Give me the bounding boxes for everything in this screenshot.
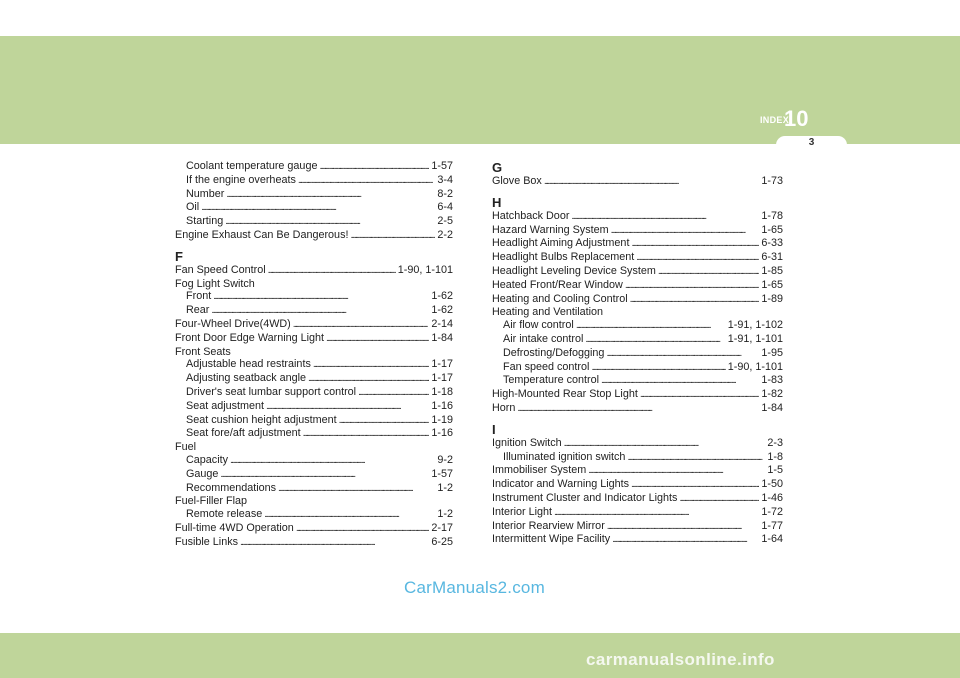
entry-label: Engine Exhaust Can Be Dangerous! — [175, 228, 349, 241]
index-entry — [492, 437, 783, 451]
leader-dots — [640, 388, 760, 402]
entry-page-reference: 1-72 — [761, 505, 783, 518]
leader-dots — [611, 224, 760, 238]
entry-page-reference: 2-17 — [431, 521, 453, 534]
entry-label: Intermittent Wipe Facility — [492, 533, 611, 546]
index-heading: Fog Light Switch — [175, 277, 255, 290]
leader-dots — [326, 332, 429, 346]
entry-label: Hatchback Door — [492, 209, 570, 222]
entry-page-reference: 1-62 — [431, 290, 453, 303]
leader-dots — [230, 454, 435, 468]
entry-page-reference: 1-62 — [431, 304, 453, 317]
index-subentry — [492, 333, 783, 347]
entry-page-reference: 6-33 — [761, 237, 783, 250]
index-subentry — [175, 468, 453, 482]
entry-label: Oil — [186, 201, 200, 214]
index-heading: Fuel — [175, 441, 197, 454]
index-subentry — [175, 201, 453, 215]
leader-dots — [296, 522, 430, 536]
watermark-carmanualsonline[interactable]: carmanualsonline.info — [586, 650, 775, 669]
entry-page-reference: 1-57 — [431, 160, 453, 172]
index-subentry — [492, 374, 783, 388]
index-heading: Front Seats — [175, 345, 231, 358]
page-number: 3 — [808, 137, 815, 148]
leader-dots — [211, 304, 429, 318]
entry-label: Defrosting/Defogging — [503, 346, 605, 359]
entry-page-reference: 3-4 — [437, 173, 453, 186]
entry-label: Adjusting seatback angle — [186, 372, 307, 385]
index-entry — [175, 536, 453, 550]
watermark-carmanuals2[interactable]: CarManuals2.com — [404, 578, 545, 597]
index-entry — [492, 478, 783, 492]
index-entry — [492, 251, 783, 265]
index-subentry — [492, 347, 783, 361]
index-subentry — [175, 160, 453, 174]
entry-page-reference: 1-89 — [761, 292, 783, 305]
index-entry — [492, 175, 783, 189]
index-section-letter: F — [175, 248, 183, 264]
index-section-letter: I — [492, 421, 496, 437]
entry-page-reference: 1-2 — [437, 481, 453, 494]
entry-page-reference: 1-83 — [761, 374, 783, 387]
entry-page-reference: 1-85 — [761, 264, 783, 277]
index-subentry — [175, 372, 453, 386]
entry-label: Remote release — [186, 508, 263, 521]
index-entry — [492, 265, 783, 279]
index-column-right — [492, 160, 783, 547]
entry-page-reference: 1-65 — [761, 278, 783, 291]
index-subentry — [175, 427, 453, 441]
entry-label: Driver's seat lumbar support control — [186, 385, 357, 398]
entry-label: Number — [186, 187, 225, 200]
leader-dots — [625, 279, 760, 293]
index-entry — [492, 492, 783, 506]
entry-label: Interior Light — [492, 505, 553, 518]
index-subentry — [175, 482, 453, 496]
index-section-letter: H — [492, 194, 502, 210]
entry-label: Instrument Cluster and Indicator Lights — [492, 491, 678, 504]
footer-band — [0, 633, 960, 678]
entry-page-reference: 1-73 — [761, 175, 783, 187]
entry-label: Air intake control — [503, 332, 584, 345]
entry-label: Immobiliser System — [492, 464, 587, 477]
entry-page-reference: 1-16 — [431, 399, 453, 412]
leader-dots — [517, 402, 759, 416]
entry-label: Temperature control — [503, 374, 600, 387]
leader-dots — [588, 464, 765, 478]
index-subentry — [175, 414, 453, 428]
entry-label: Gauge — [186, 467, 219, 480]
entry-page-reference: 1-90, 1-101 — [727, 360, 783, 373]
leader-dots — [240, 536, 429, 550]
leader-dots — [631, 237, 759, 251]
entry-label: Hazard Warning System — [492, 223, 609, 236]
leader-dots — [278, 482, 435, 496]
entry-label: High-Mounted Rear Stop Light — [492, 388, 638, 401]
index-subentry — [175, 508, 453, 522]
entry-label: Fusible Links — [175, 535, 239, 548]
entry-label: Seat fore/aft adjustment — [186, 427, 301, 440]
entry-label: Front Door Edge Warning Light — [175, 331, 325, 344]
entry-page-reference: 1-16 — [431, 427, 453, 440]
index-entry — [492, 237, 783, 251]
index-entry — [492, 388, 783, 402]
leader-dots — [564, 437, 766, 451]
index-entry — [175, 522, 453, 536]
entry-page-reference: 1-64 — [761, 533, 783, 546]
index-subentry — [175, 358, 453, 372]
leader-dots — [201, 201, 435, 215]
entry-page-reference: 1-82 — [761, 388, 783, 401]
index-subentry — [175, 454, 453, 468]
leader-dots — [679, 492, 759, 506]
index-column-left — [175, 160, 453, 550]
entry-label: Headlight Aiming Adjustment — [492, 237, 630, 250]
entry-page-reference: 1-91, 1-102 — [727, 319, 783, 332]
leader-dots — [308, 372, 429, 386]
leader-dots — [606, 347, 759, 361]
entry-label: Heating and Cooling Control — [492, 292, 628, 305]
entry-page-reference: 6-4 — [437, 201, 453, 214]
leader-dots — [658, 265, 760, 279]
entry-label: Front — [186, 290, 212, 303]
entry-label: Four-Wheel Drive(4WD) — [175, 317, 291, 330]
entry-label: Capacity — [186, 453, 229, 466]
index-subentry — [492, 361, 783, 375]
entry-page-reference: 1-91, 1-101 — [727, 332, 783, 345]
entry-label: Heated Front/Rear Window — [492, 278, 623, 291]
index-heading: Fuel-Filler Flap — [175, 495, 247, 508]
leader-dots — [268, 264, 396, 278]
entry-label: Seat adjustment — [186, 399, 265, 412]
entry-label: Indicator and Warning Lights — [492, 478, 630, 491]
index-subentry — [175, 400, 453, 414]
leader-dots — [313, 358, 430, 372]
leader-dots — [630, 293, 760, 307]
entry-label: Adjustable head restraints — [186, 358, 311, 371]
entry-page-reference: 1-84 — [431, 331, 453, 344]
entry-label: Horn — [492, 401, 516, 414]
entry-page-reference: 6-25 — [431, 535, 453, 548]
leader-dots — [339, 414, 430, 428]
entry-label: Illuminated ignition switch — [503, 450, 626, 463]
leader-dots — [303, 427, 430, 441]
leader-dots — [576, 319, 726, 333]
entry-label: Interior Rearview Mirror — [492, 519, 605, 532]
entry-label: Full-time 4WD Operation — [175, 521, 294, 534]
entry-page-reference: 2-5 — [437, 215, 453, 228]
leader-dots — [631, 478, 759, 492]
index-entry — [175, 318, 453, 332]
header-band — [0, 36, 960, 144]
entry-page-reference: 1-57 — [431, 467, 453, 480]
leader-dots — [226, 188, 435, 202]
entry-page-reference: 1-95 — [761, 346, 783, 359]
entry-label: Ignition Switch — [492, 436, 562, 449]
entry-page-reference: 1-77 — [761, 519, 783, 532]
entry-page-reference: 2-3 — [767, 436, 783, 449]
entry-label: Seat cushion height adjustment — [186, 413, 337, 426]
index-subentry — [175, 188, 453, 202]
index-entry — [492, 506, 783, 520]
entry-page-reference: 2-2 — [437, 228, 453, 241]
index-label: INDEX — [760, 115, 790, 125]
entry-page-reference: 1-50 — [761, 478, 783, 491]
leader-dots — [591, 361, 725, 375]
leader-dots — [264, 508, 435, 522]
entry-page-reference: 1-8 — [767, 450, 783, 463]
entry-label: Headlight Leveling Device System — [492, 264, 656, 277]
page-number-tab — [776, 136, 847, 154]
index-subentry — [175, 174, 453, 188]
entry-page-reference: 9-2 — [437, 453, 453, 466]
index-subentry — [175, 386, 453, 400]
leader-dots — [213, 290, 429, 304]
entry-page-reference: 1-17 — [431, 358, 453, 371]
entry-page-reference: 1-19 — [431, 413, 453, 426]
entry-label: Fan speed control — [503, 360, 590, 373]
entry-page-reference: 1-5 — [767, 464, 783, 477]
entry-page-reference: 1-78 — [761, 209, 783, 222]
index-entry — [492, 224, 783, 238]
leader-dots — [220, 468, 429, 482]
entry-label: Recommendations — [186, 481, 277, 494]
leader-dots — [554, 506, 759, 520]
index-heading: Heating and Ventilation — [492, 306, 604, 319]
index-section-letter: G — [492, 160, 503, 175]
index-entry — [492, 293, 783, 307]
index-subentry — [175, 304, 453, 318]
leader-dots — [293, 318, 430, 332]
leader-dots — [585, 333, 725, 347]
leader-dots — [319, 160, 429, 174]
index-subentry — [492, 319, 783, 333]
index-subentry — [492, 451, 783, 465]
index-entry — [492, 533, 783, 547]
leader-dots — [298, 174, 436, 188]
entry-label: Rear — [186, 304, 210, 317]
index-entry — [492, 402, 783, 416]
index-entry — [175, 229, 453, 243]
leader-dots — [358, 386, 429, 400]
leader-dots — [571, 210, 759, 224]
entry-page-reference: 1-18 — [431, 385, 453, 398]
entry-label: If the engine overheats — [186, 173, 296, 186]
entry-page-reference: 6-31 — [761, 251, 783, 264]
index-entry — [492, 464, 783, 478]
entry-page-reference: 1-2 — [437, 508, 453, 521]
index-entry — [175, 332, 453, 346]
chapter-number: 10 — [784, 106, 809, 131]
index-entry — [492, 520, 783, 534]
leader-dots — [612, 533, 759, 547]
leader-dots — [266, 400, 429, 414]
entry-page-reference: 1-17 — [431, 372, 453, 385]
leader-dots — [225, 215, 435, 229]
entry-page-reference: 2-14 — [431, 317, 453, 330]
leader-dots — [636, 251, 759, 265]
entry-label: Starting — [186, 215, 224, 228]
entry-label: Air flow control — [503, 319, 574, 332]
leader-dots — [627, 451, 765, 465]
entry-label: Coolant temperature gauge — [186, 160, 318, 172]
leader-dots — [544, 175, 760, 189]
entry-page-reference: 1-90, 1-101 — [397, 263, 453, 276]
index-entry — [175, 264, 453, 278]
index-entry — [492, 279, 783, 293]
entry-label: Headlight Bulbs Replacement — [492, 251, 635, 264]
index-subentry — [175, 215, 453, 229]
entry-page-reference: 1-46 — [761, 491, 783, 504]
leader-dots — [607, 520, 760, 534]
entry-page-reference: 8-2 — [437, 187, 453, 200]
entry-page-reference: 1-84 — [761, 401, 783, 414]
entry-label: Fan Speed Control — [175, 263, 266, 276]
index-entry — [492, 210, 783, 224]
index-subentry — [175, 290, 453, 304]
leader-dots — [601, 374, 759, 388]
entry-label: Glove Box — [492, 175, 542, 187]
entry-page-reference: 1-65 — [761, 223, 783, 236]
leader-dots — [350, 229, 435, 243]
